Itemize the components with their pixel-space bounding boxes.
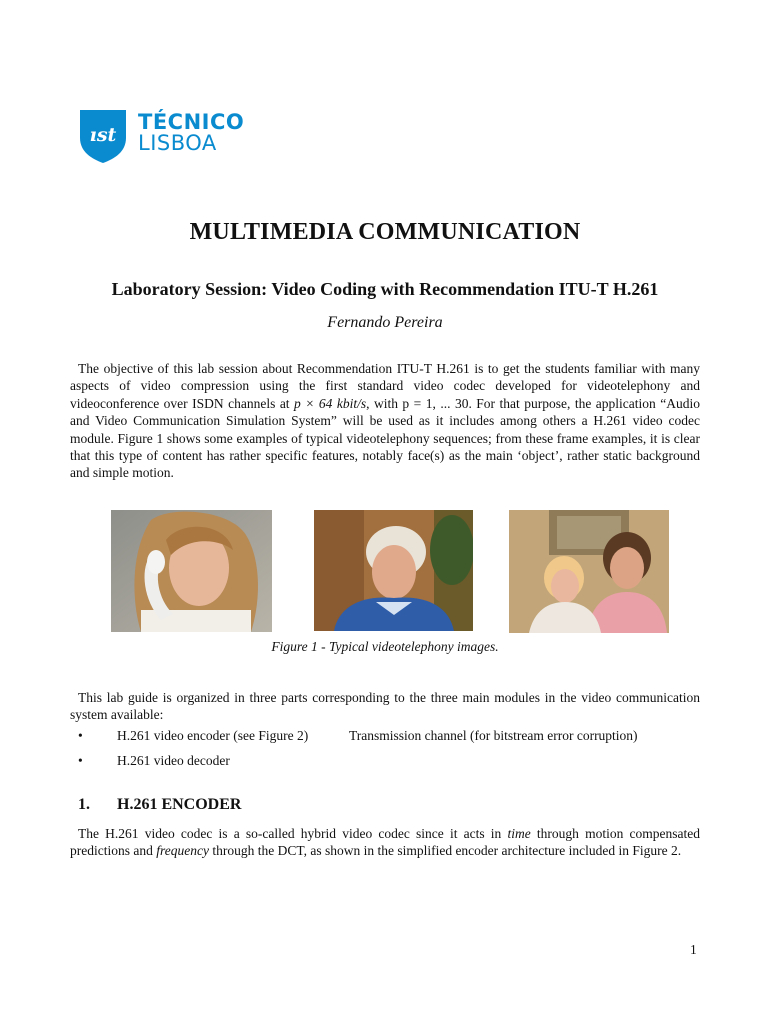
figure-1-caption: Figure 1 - Typical videotelephony images.: [271, 639, 499, 654]
intro-text-1: The objective of this lab session about Recommendation ITU-T H.261 is to get the students familiar with many aspects of video compression using the first standard video codec developed for videotelephony and videoconference over ISDN channels at: [70, 361, 700, 411]
logo-line2: LISBOA: [138, 131, 217, 155]
bullet-icon: •: [78, 728, 83, 743]
list-item-encoder: H.261 video encoder (see Figure 2): [117, 728, 309, 743]
videotelephony-image-2: [314, 510, 473, 631]
list-item-decoder: H.261 video decoder: [117, 753, 230, 768]
page-number: 1: [690, 942, 697, 957]
intro-rate: p × 64 kbit/s: [294, 395, 367, 411]
svg-text:ıst: ıst: [89, 124, 117, 146]
encoder-text-b: through motion compensated predictions and: [70, 826, 700, 859]
list-item-channel: Transmission channel (for bitstream error corruption): [349, 728, 638, 743]
encoder-paragraph: [70, 825, 700, 860]
encoder-text-time: time: [507, 826, 531, 841]
bullet-icon: •: [78, 753, 83, 768]
section-title: H.261 ENCODER: [117, 796, 242, 813]
section-number: 1.: [78, 796, 90, 813]
encoder-text-a: The H.261 video codec is a so-called hybrid video codec since it acts in: [78, 826, 508, 841]
encoder-text-frequency: frequency: [156, 843, 209, 859]
intro-text-2: , with p = 1, ... 30. For that purpose, the application “Audio and Video Communication Simulation System” will be used as it includes among others a H.261 video codec module. Figure 1 shows some examples of typical videotelephony sequences; from these frame examples, it is clear that this type of content has rather specific features, notably face(s) as the main ‘object’, rather static background and simple motion.: [70, 395, 701, 481]
page-subtitle: Laboratory Session: Video Coding with Recommendation ITU-T H.261: [111, 279, 659, 299]
videotelephony-image-1: [111, 510, 272, 632]
page-title: MULTIMEDIA COMMUNICATION: [189, 219, 581, 245]
tecnico-lisboa-logo: [78, 108, 245, 166]
guide-paragraph: This lab guide is organized in three parts corresponding to the three main modules in the video communication system available:: [70, 690, 700, 723]
logo-line1: TÉCNICO: [138, 110, 245, 134]
author: Fernando Pereira: [327, 314, 443, 331]
ist-shield-icon: [78, 108, 128, 164]
encoder-text-c: through the DCT, as shown in the simplified encoder architecture included in Figure 2.: [208, 843, 682, 859]
videotelephony-image-3: [509, 510, 669, 633]
intro-paragraph: [70, 360, 700, 482]
section-1-heading: [78, 796, 241, 814]
